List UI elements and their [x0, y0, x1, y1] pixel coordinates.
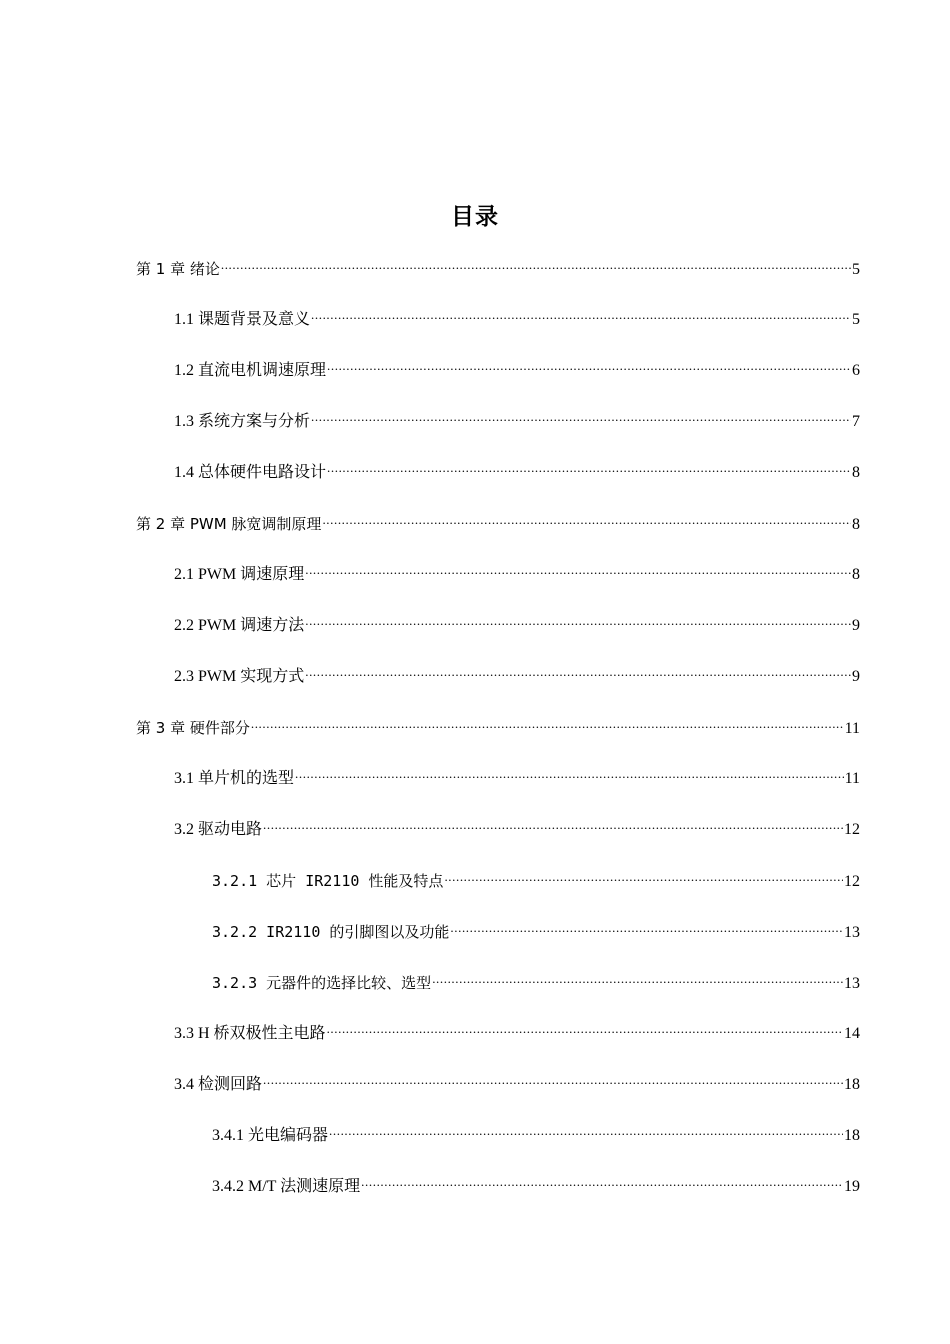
toc-entry-label: 3.2 驱动电路	[174, 821, 263, 838]
dot-leader	[221, 260, 851, 274]
toc-entry-label: 3.4.2 M/T 法测速原理	[212, 1178, 361, 1195]
dot-leader	[329, 1126, 843, 1140]
toc-entry[interactable]	[136, 511, 860, 537]
toc-entry-page: 8	[852, 464, 860, 481]
toc-entry[interactable]	[174, 562, 860, 588]
toc-entry-page: 9	[852, 668, 860, 685]
toc-entry-label: 第 2 章 PWM 脉宽调制原理	[136, 515, 322, 533]
dot-leader	[251, 719, 844, 733]
toc-entry-page: 13	[844, 975, 860, 992]
toc-entry[interactable]	[174, 409, 860, 435]
dot-leader	[305, 616, 851, 630]
toc-entry-label: 3.1 单片机的选型	[174, 770, 295, 787]
toc-entry[interactable]	[174, 766, 860, 792]
toc-entry-page: 13	[844, 924, 860, 941]
dot-leader	[311, 310, 851, 324]
dot-leader	[450, 923, 843, 937]
toc-entry-page: 6	[852, 362, 860, 379]
toc-entry-label: 第 1 章 绪论	[136, 260, 220, 278]
toc-entry-page: 18	[844, 1127, 860, 1144]
dot-leader	[263, 1075, 843, 1089]
toc-entry-page: 14	[844, 1025, 860, 1042]
toc-entry-label: 2.2 PWM 调速方法	[174, 617, 305, 634]
toc-entry-page: 18	[844, 1076, 860, 1093]
dot-leader	[444, 872, 843, 886]
toc-entry[interactable]	[174, 664, 860, 690]
toc-entry-page: 12	[844, 873, 860, 890]
toc-entry-page: 7	[852, 413, 860, 430]
toc-entry-label: 3.4.1 光电编码器	[212, 1127, 329, 1144]
toc-entry-label: 3.3 H 桥双极性主电路	[174, 1025, 326, 1042]
dot-leader	[295, 769, 844, 783]
dot-leader	[263, 820, 843, 834]
dot-leader	[327, 361, 851, 375]
toc-entry[interactable]	[174, 358, 860, 384]
dot-leader	[327, 463, 851, 477]
dot-leader	[305, 565, 851, 579]
dot-leader	[361, 1177, 843, 1191]
toc-entry-label: 3.2.1 芯片 IR2110 性能及特点	[212, 872, 444, 890]
toc-entry-label: 1.2 直流电机调速原理	[174, 362, 327, 379]
toc-entry[interactable]	[212, 1123, 860, 1149]
toc-entry[interactable]	[174, 307, 860, 333]
toc-entry[interactable]	[136, 256, 860, 282]
toc-entry[interactable]	[174, 1072, 860, 1098]
toc-entry-page: 19	[844, 1178, 860, 1195]
toc-entry-page: 11	[844, 770, 860, 787]
toc-entry-label: 1.4 总体硬件电路设计	[174, 464, 327, 481]
toc-entry[interactable]	[174, 613, 860, 639]
dot-leader	[432, 974, 843, 988]
toc-entry[interactable]	[174, 1021, 860, 1047]
toc-entry-page: 8	[852, 566, 860, 583]
toc-entry-page: 5	[852, 261, 860, 278]
dot-leader	[305, 667, 851, 681]
toc-entry-page: 12	[844, 821, 860, 838]
toc-entry-page: 9	[852, 617, 860, 634]
toc-entry-page: 11	[844, 720, 860, 737]
toc-entry-label: 3.2.3 元器件的选择比较、选型	[212, 974, 432, 992]
page-title: 目录	[451, 204, 499, 230]
toc-entry[interactable]	[212, 1174, 860, 1200]
toc-entry-label: 2.3 PWM 实现方式	[174, 668, 305, 685]
toc-entry[interactable]	[212, 919, 860, 945]
toc-entry[interactable]	[174, 817, 860, 843]
toc-entry[interactable]	[174, 460, 860, 486]
toc-entry[interactable]	[212, 970, 860, 996]
toc-entry-label: 1.3 系统方案与分析	[174, 413, 311, 430]
toc-entry-page: 8	[852, 516, 860, 533]
toc-entry-label: 2.1 PWM 调速原理	[174, 566, 305, 583]
toc-entry-label: 1.1 课题背景及意义	[174, 311, 311, 328]
toc-entry-label: 3.2.2 IR2110 的引脚图以及功能	[212, 923, 450, 941]
toc-entry-label: 3.4 检测回路	[174, 1076, 263, 1093]
toc-entry-page: 5	[852, 311, 860, 328]
toc-entry[interactable]	[212, 868, 860, 894]
toc-entry[interactable]	[136, 715, 860, 741]
dot-leader	[311, 412, 851, 426]
dot-leader	[327, 1024, 843, 1038]
toc-entry-label: 第 3 章 硬件部分	[136, 719, 250, 737]
dot-leader	[322, 515, 851, 529]
